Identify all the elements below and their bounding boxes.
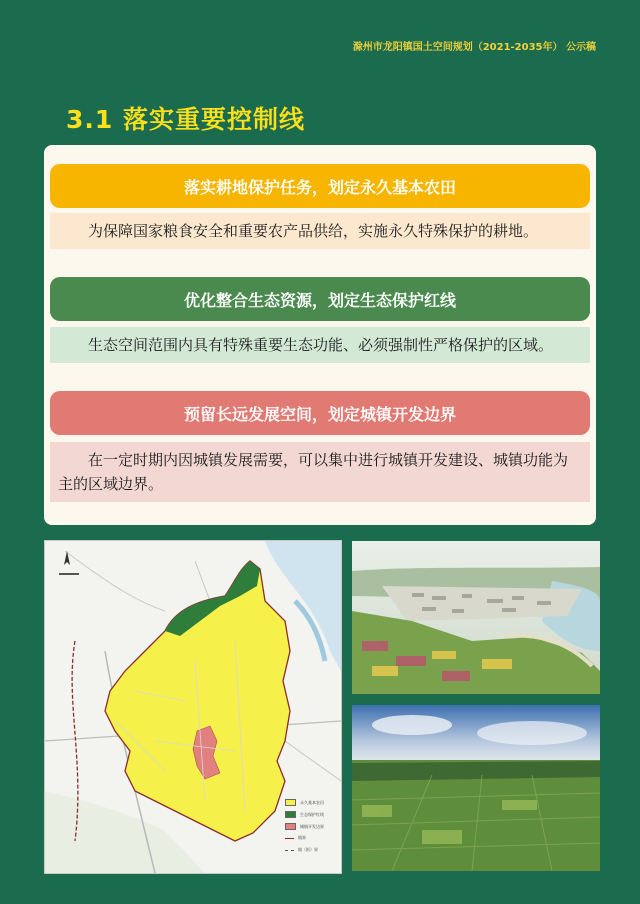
legend-item-town-boundary: [285, 835, 306, 841]
aerial-photo-farmland: [352, 705, 600, 871]
control-lines-card: [44, 145, 596, 525]
section-heading-ecology: 优化整合生态资源，划定生态保护红线: [50, 277, 590, 321]
legend-item-street-boundary: [285, 847, 318, 853]
legend-swatch: [285, 799, 296, 806]
section-text-ecology: 生态空间范围内具有特殊重要生态功能、必须强制性严格保护的区域。: [50, 327, 590, 363]
page-title: 3.1 落实重要控制线: [66, 105, 305, 134]
legend-item-urban: [285, 823, 324, 830]
legend-label: 镇界: [298, 835, 306, 840]
aerial-photo-village: [352, 541, 600, 694]
legend-label: 生态保护红线: [300, 811, 324, 817]
legend-label: 镇（街）界: [298, 847, 318, 852]
legend-item-farmland: [285, 799, 324, 806]
legend-label: 永久基本农田: [300, 799, 324, 805]
legend-swatch: [285, 811, 296, 818]
legend-label: 城镇开发边界: [300, 823, 324, 829]
legend-swatch: [285, 850, 294, 851]
control-lines-map: [44, 540, 342, 874]
legend-item-ecology: [285, 811, 324, 818]
header-title: 滁州市龙阳镇国土空间规划（2021-2035年） 公示稿: [352, 42, 596, 53]
section-text-farmland: 为保障国家粮食安全和重要农产品供给，实施永久特殊保护的耕地。: [50, 213, 590, 249]
section-heading-urban: 预留长远发展空间，划定城镇开发边界: [50, 391, 590, 435]
section-heading-farmland: 落实耕地保护任务，划定永久基本农田: [50, 164, 590, 208]
legend-swatch: [285, 838, 294, 839]
legend-swatch: [285, 823, 296, 830]
section-text-urban: 在一定时期内因城镇发展需要，可以集中进行城镇开发建设、城镇功能为主的区域边界。: [50, 442, 590, 502]
